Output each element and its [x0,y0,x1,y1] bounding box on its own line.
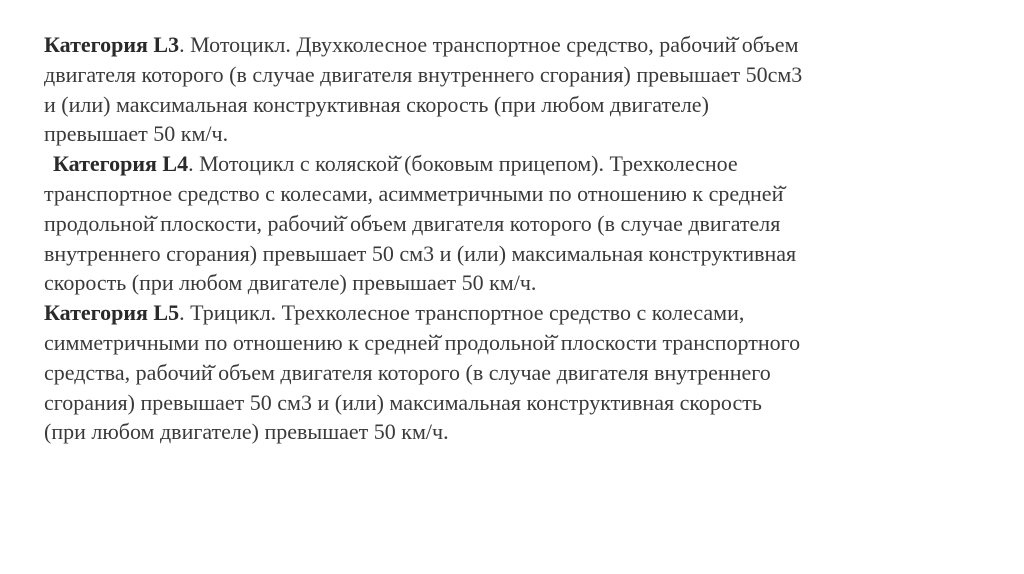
paragraph-line: скорость (при любом двигателе) превышает 50 км/ч. [44,270,537,296]
paragraph-line: внутреннего сгорания) превышает 50 см3 и (или) максимальная конструктивная [44,240,797,266]
paragraph-line: сгорания) превышает 50 см3 и (или) максимальная конструктивная скорость [44,389,762,415]
category-l3-label: Категория L3 [44,32,180,57]
paragraph-line: продольной̆ плоскости, рабочий̆ объем двигателя которого (в случае двигателя [44,210,781,236]
paragraph-text: . Мотоцикл. Двухколесное транспортное средство, рабочий̆ объем [179,32,799,57]
paragraph-text: . Мотоцикл с коляской̆ (боковым прицепом). Трехколесное [188,151,738,177]
paragraph-text: . Трицикл. Трехколесное транспортное средство с колесами, [179,300,745,326]
slide-text-block [44,30,984,447]
category-l4-paragraph [44,149,984,298]
paragraph-line: двигателя которого (в случае двигателя внутреннего сгорания) превышает 50см3 [44,61,803,87]
category-l5-label: Категория L5 [44,300,180,326]
paragraph-line [44,298,984,328]
category-l3-paragraph [44,30,984,149]
paragraph-line: симметричными по отношению к средней̆ продольной̆ плоскости транспортного [44,329,801,355]
paragraph-line [44,30,984,60]
category-l5-paragraph [44,298,984,447]
paragraph-line: (при любом двигателе) превышает 50 км/ч. [44,419,449,445]
paragraph-line: средства, рабочий̆ объем двигателя которого (в случае двигателя внутреннего [44,359,771,385]
category-l4-label: Категория L4 [53,151,189,177]
paragraph-line [44,149,984,179]
paragraph-line: транспортное средство с колесами, асимметричными по отношению к средней̆ [44,180,784,206]
paragraph-line: превышает 50 км/ч. [44,121,229,147]
paragraph-line: и (или) максимальная конструктивная скорость (при любом двигателе) [44,91,709,117]
